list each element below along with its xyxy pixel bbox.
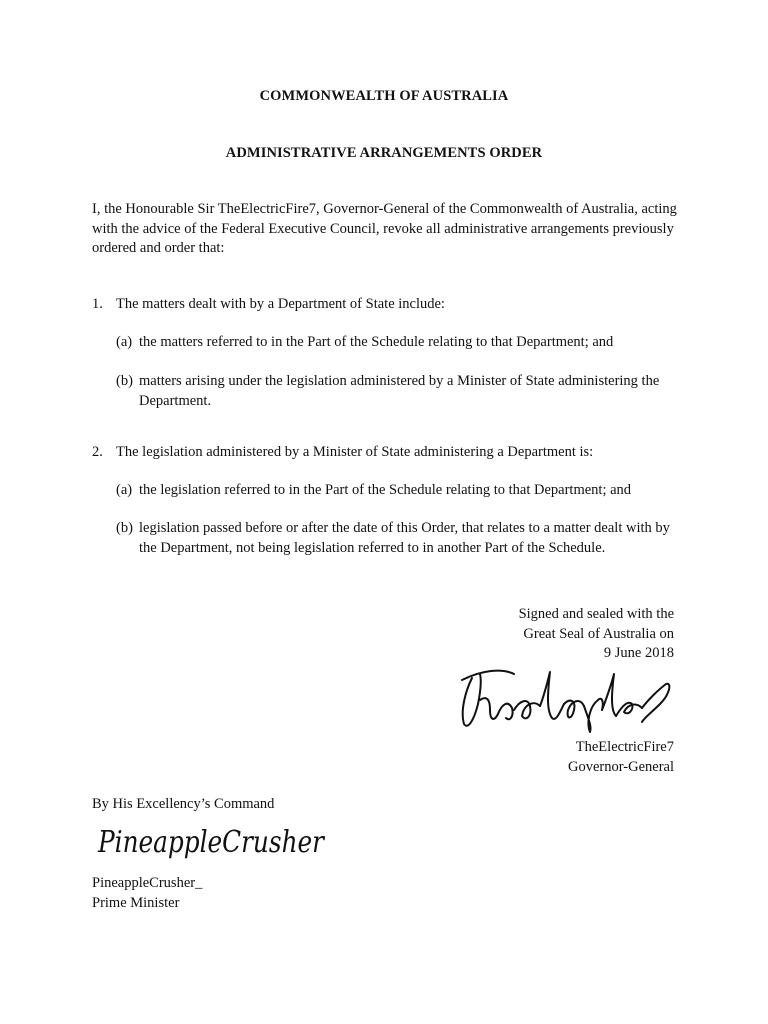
item-1-number: 1. [92,296,103,312]
prime-minister-title: Prime Minister [92,894,180,911]
governor-general-title: Governor-General [568,758,674,775]
prime-minister-signature [94,818,330,864]
item-1-text: The matters dealt with by a Department of State include: [116,296,445,312]
item-1b-text: matters arising under the legislation administered by a Minister of State administering the Department. [139,373,660,409]
governor-general-signature [452,660,678,732]
governor-general-block [568,738,674,777]
item-2-text: The legislation administered by a Minister of State administering a Department is: [116,444,594,460]
heading-commonwealth: COMMONWEALTH OF AUSTRALIA [259,88,509,104]
item-1a-letter: (a) [116,334,133,350]
sealing-line-2: Great Seal of Australia on [523,625,674,642]
item-2a-letter: (a) [116,482,133,498]
pm-signature-glyphs: PineappleCrusher [97,825,326,860]
item-2b-letter: (b) [116,520,133,536]
intro-paragraph: I, the Honourable Sir TheElectricFire7, Governor-General of the Commonwealth of Australia, acting with the advice of the Federal Executive Council, revoke all administrative arrangements previously ordered and order that: [92,201,677,256]
prime-minister-name: PineappleCrusher_ [92,875,203,891]
item-1a-text: the matters referred to in the Part of the Schedule relating to that Department; and [139,334,614,350]
heading-order-title: ADMINISTRATIVE ARRANGEMENTS ORDER [225,145,543,161]
sealing-line-1: Signed and sealed with the [518,606,674,622]
item-1b-letter: (b) [116,373,133,389]
item-2-number: 2. [92,444,103,460]
prime-minister-block [92,874,202,913]
governor-general-name: TheElectricFire7 [575,739,674,755]
item-2a-text: the legislation referred to in the Part of the Schedule relating to that Department; and [139,482,632,498]
sealing-statement [519,605,674,664]
item-2b-text: legislation passed before or after the date of this Order, that relates to a matter dealt with by the Department, not being legislation referred to in another Part of the Schedule. [139,520,670,556]
sealing-date: 9 June 2018 [603,645,674,661]
command-line: By His Excellency’s Command [92,796,275,812]
